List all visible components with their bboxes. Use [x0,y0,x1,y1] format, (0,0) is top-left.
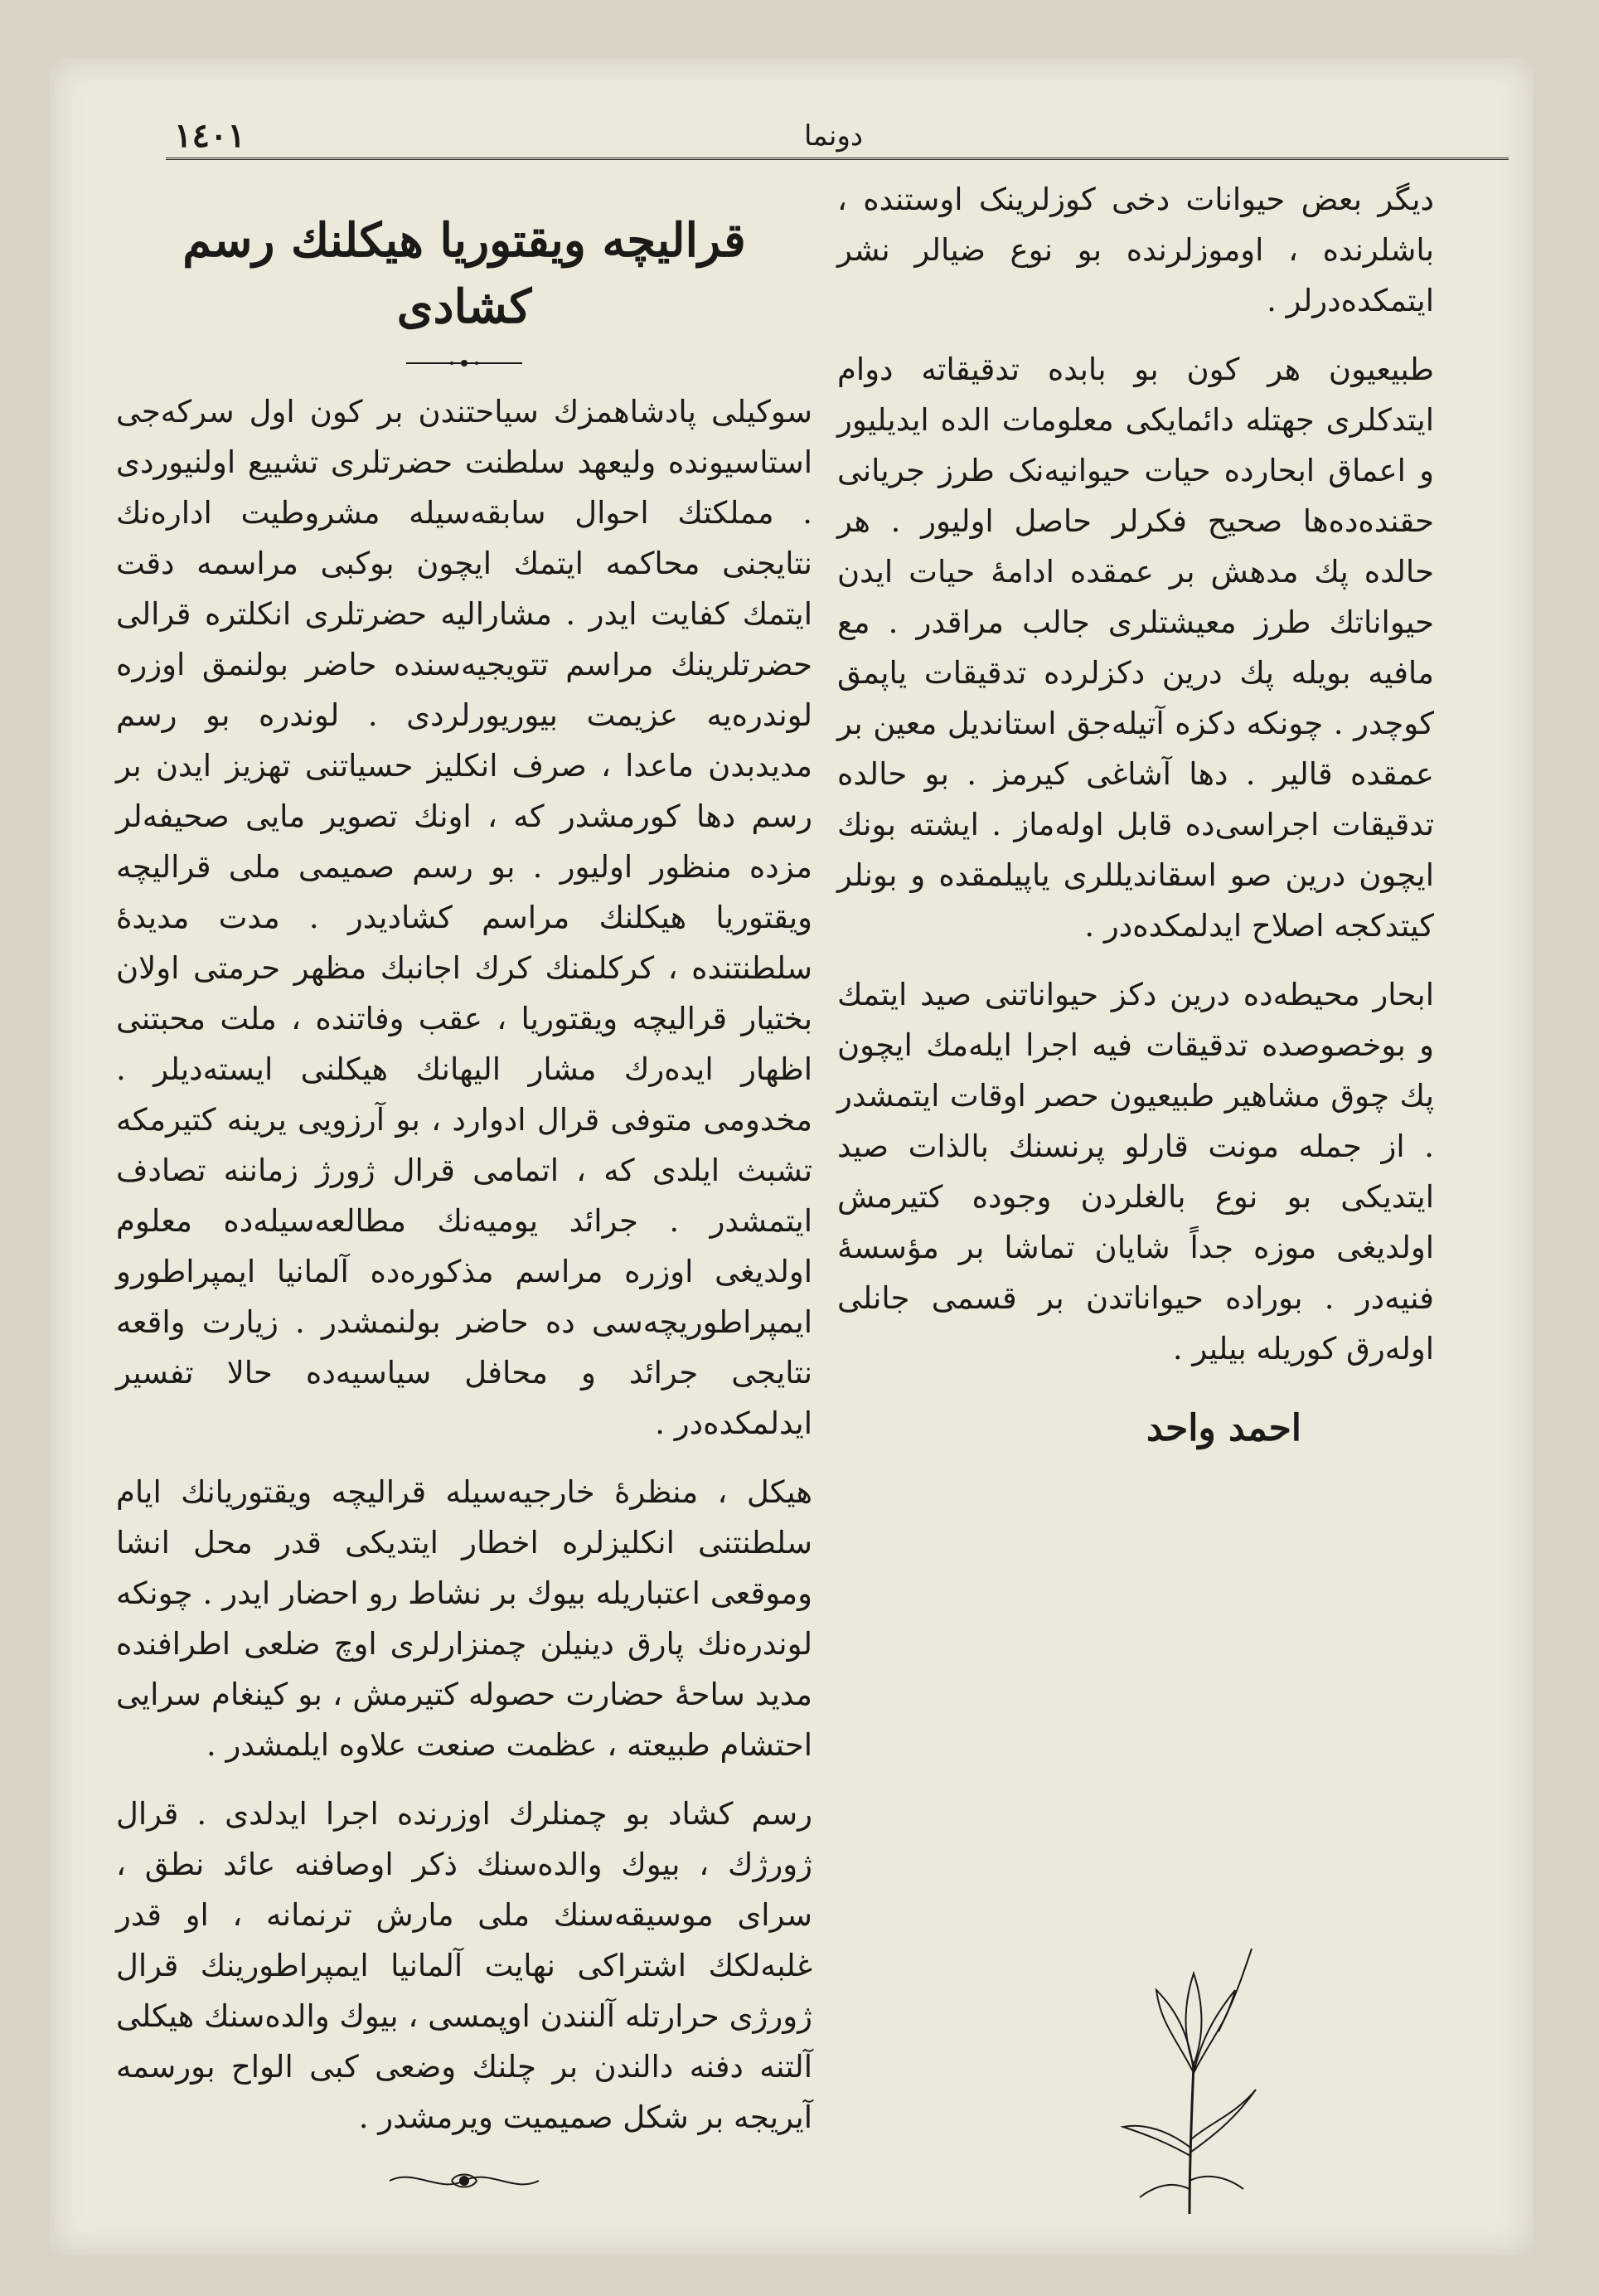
end-ornament [381,2164,547,2197]
paragraph: هیکل ، منظرهٔ خارجیه‌سیله قرالیچه ویقتوریانك ایام سلطنتنی انکلیزلره اخطار ایتدیکی قدر محل انشا وموقعی اعتباریله بیوك بر نشاط رو احضار ایدر . چونکه لوندره‌نك پارق دینیلن چمنزارلری اوچ ضلعی اطرافنده مدید ساحهٔ حضارت حصوله کتیرمش ، بو کینغام سرایی احتشام طبیعته ، عظمت صنعت علاوه ایلمشدر . [116,1474,812,1763]
article-title: قرالیچه ویقتوریا هیکلنك رسم کشادی [182,213,746,334]
right-column [837,174,1434,1449]
paragraph: ابحار محیطه‌ده درین دکز حیواناتنی صید ایتمك و بوخصوصده تدقیقات فیه اجرا ایله‌مك ایچون پك چوق مشاهیر طبیعیون حصر اوقات ایتمشدر . از جمله مونت قارلو پرنسنك بالذات صید ایتدیکی بو نوع بالغلردن وجوده کتیرمش اولدیغی موزه جداً شایان تماشا بر مؤسسهٔ فنیه‌در . بوراده حیواناتدن بر قسمی جانلی اوله‌رق کوریله بیلیر . [837,977,1434,1366]
paragraph: طبیعیون هر کون بو بابده تدقیقاته دوام ایتدکلری جهتله دائمایکی معلومات الده ایدیلیور و اعماق ابحارده حیات حیوانیه‌نک طرز جریانی حقنده‌ده‌ها صحیح فکرلر حاصل اولیور . هر حالده پك مدهش بر عمقده ادامهٔ حیات ایدن حیواناتك طرز معیشتلری جالب مراقدر . مع مافیه بویله پك درین دکزلرده تدقیقات یاپمق کوچدر . چونکه دکزه آتیله‌جق استاندیل معین بر عمقده قالیر . دها آشاغی کیرمز . بو حالده تدقیقات اجراسی‌ده قابل اوله‌ماز . ایشته بونك ایچون درین صو اسقاندیللری یاپیلمقده و بونلر کیتدکجه اصلاح ایدلمکده‌در . [837,352,1434,944]
left-column [116,207,812,2161]
author-signature: احمد واحد [1146,1407,1301,1449]
header-rule [166,158,1509,160]
title-rule-ornament [406,357,522,370]
journal-name: دونما [804,119,864,153]
paragraph: دیگر بعض حیوانات دخی کوزلرینک اوستنده ، باشلرنده ، اوموزلرنده بو نوع ضیالر نشر ایتمکده‌درلر . [837,182,1434,318]
page-number: ١٤٠١ [174,116,245,155]
paragraph: سوکیلی پادشاهمزك سیاحتندن بر کون اول سرکه‌جی استاسیونده ولیعهد سلطنت حضرتلری تشییع اولنیوردی . مملکتك احوال سابقه‌سیله مشروطیت اداره‌نك نتایجنی محاکمه ایتمك ایچون بوکبی مراسمه دقت ایتمك کفایت ایدر . مشارالیه حضرتلری انکلتره قرالی حضرتلرینك مراسم تتویجیه‌سنده حاضر بولنمق اوزره لوندره‌یه عزیمت بیوریورلردی . لوندره بو رسم مدیدبدن ماعدا ، صرف انکلیز حسیاتنی تهزیز ایدن بر رسم دها کورمشدر که ، اونك تصویر مایی صحیفه‌لر مزده منظور اولیور . بو رسم صمیمی ملی قرالیچه ویقتوریا هیکلنك مراسم کشادیدر . مدت مدیدهٔ سلطنتنده ، کرکلمنك کرك اجانبك مظهر حرمتی اولان بختیار قرالیچه ویقتوریا ، عقب وفاتنده ، ملت محبتنی اظهار ایده‌رك مشار الیهانك هیکلنی ایسته‌دیلر . مخدومی متوفی قرال ادوارد ، بو آرزویی یرینه کتیرمکه تشبث ایلدی که ، اتمامی قرال ژورژ زماننه تصادف ایتمشدر . جرائد یومیه‌نك مطالعه‌سیله‌ده معلوم اولدیغی اوزره مراسم مذکوره‌ده آلمانیا ایمپراطورو ایمپراطوریچه‌سی ده حاضر بولنمشدر . زیارت واقعه نتایجی جرائد و محافل سیاسیه‌ده حالا تفسیر ایدلمکده‌در . [116,394,812,1441]
paragraph: رسم کشاد بو چمنلرك اوزرنده اجرا ایدلدی . قرال ژورژك ، بیوك والده‌سنك ذکر اوصافنه عائد نطق ، سرای موسیقه‌سنك ملی مارش ترنمانه ، او قدر غلبه‌لکك اشتراکی نهایت آلمانیا ایمپراطورینك قرال ژورژی حرارتله آلنندن اوپمسی ، بیوك والده‌سنك هیکلی آلتنه دفنه دالندن بر چلنك وضعی کبی الواح بورسمه آیریجه بر شکل صمیمیت ویرمشدر . [116,1796,812,2135]
flower-illustration [1111,1940,1268,2222]
